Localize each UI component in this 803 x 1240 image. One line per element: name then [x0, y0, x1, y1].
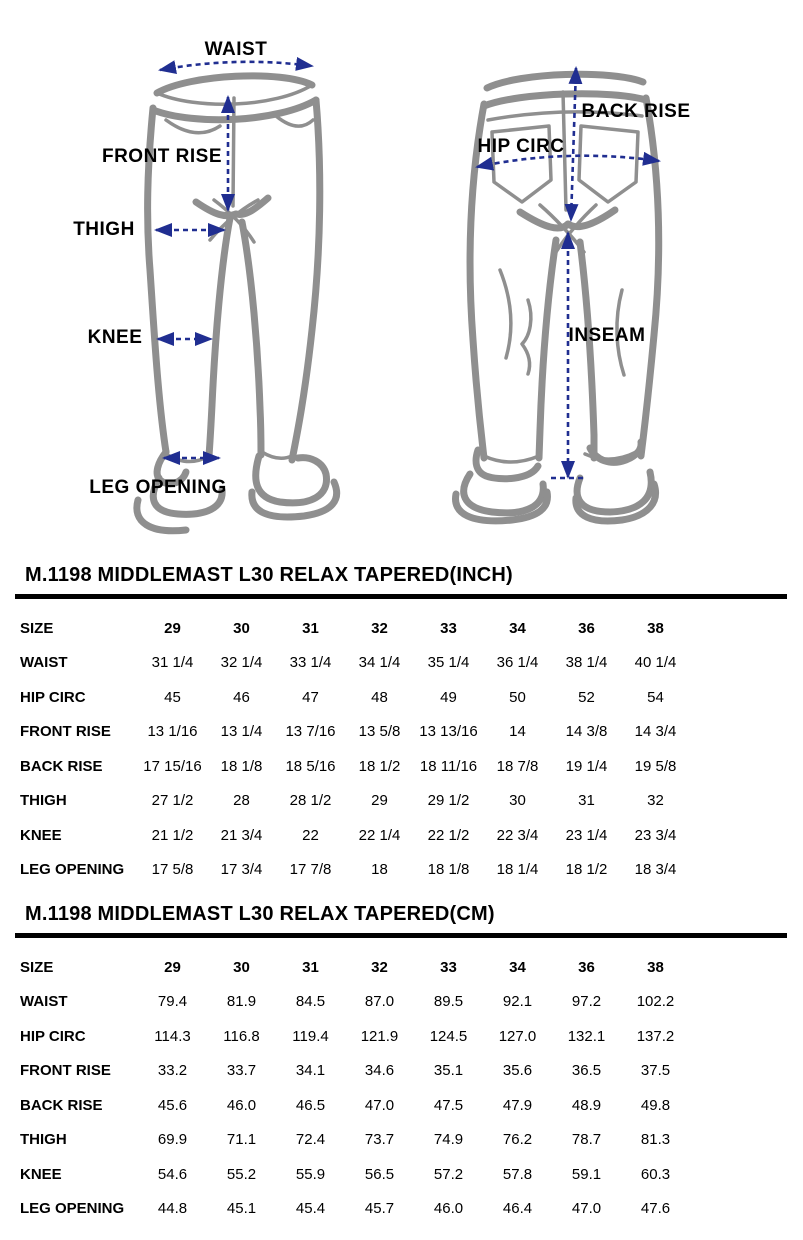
measurement-row: [20, 985, 690, 1020]
measurement-row: [20, 1192, 690, 1227]
cm-table-section: [0, 903, 803, 1226]
measurement-value: 18 3/4: [634, 861, 677, 879]
measurement-value: 13 1/4: [220, 723, 263, 741]
measurement-value: 72.4: [295, 1131, 326, 1149]
measurement-row-label: HIP CIRC: [20, 1027, 86, 1045]
measurement-row: [20, 1088, 690, 1123]
measurement-value: 17 15/16: [143, 757, 202, 775]
measurement-value: 97.2: [571, 993, 602, 1011]
measurement-value: 33.2: [157, 1062, 188, 1080]
measurement-value: 46.5: [295, 1096, 326, 1114]
measurement-value: 81.9: [226, 993, 257, 1011]
measurement-value: 14 3/8: [565, 723, 608, 741]
measurement-value: 18 1/2: [565, 861, 608, 879]
measurement-value: 46.4: [502, 1200, 533, 1218]
knee-label: KNEE: [87, 327, 143, 348]
measurement-value: 45: [164, 688, 181, 706]
measurement-value: 35.6: [502, 1062, 533, 1080]
size-row-label: SIZE: [20, 619, 54, 637]
measurement-row-label: KNEE: [20, 826, 62, 844]
measurement-value: 29: [371, 792, 388, 810]
measurement-value: 27 1/2: [151, 792, 194, 810]
measurement-value: 50: [509, 688, 526, 706]
measurement-row-label: LEG OPENING: [20, 861, 125, 879]
measurement-value: 22 1/2: [427, 826, 470, 844]
size-column-header: 33: [440, 958, 457, 976]
measurement-value: 35.1: [433, 1062, 464, 1080]
measurement-row: [20, 1019, 690, 1054]
measurement-row-label: HIP CIRC: [20, 688, 86, 706]
hip-circ-label: HIP CIRC: [477, 136, 565, 157]
cm-table-title: M.1198 MIDDLEMAST L30 RELAX TAPERED(CM): [25, 903, 495, 925]
measurement-value: 23 1/4: [565, 826, 608, 844]
size-column-header: 36: [578, 619, 595, 637]
measurement-row: [20, 646, 690, 681]
measurement-value: 18 11/16: [419, 757, 478, 775]
measurement-value: 54.6: [157, 1165, 188, 1183]
measurement-value: 79.4: [157, 993, 188, 1011]
measurement-value: 45.1: [226, 1200, 257, 1218]
measurement-row-label: THIGH: [20, 792, 67, 810]
measurement-value: 55.9: [295, 1165, 326, 1183]
measurement-value: 119.4: [292, 1027, 329, 1045]
measurement-row: [20, 1157, 690, 1192]
measurement-value: 124.5: [429, 1027, 468, 1045]
measurement-value: 49: [440, 688, 457, 706]
measurement-value: 32: [647, 792, 664, 810]
measurement-value: 18: [371, 861, 388, 879]
size-column-header: 38: [647, 619, 664, 637]
measurement-value: 78.7: [571, 1131, 602, 1149]
measurement-row: [20, 749, 690, 784]
measurement-value: 31: [578, 792, 595, 810]
measurement-row: [20, 680, 690, 715]
waist-label: WAIST: [204, 39, 268, 60]
size-column-header: 36: [578, 958, 595, 976]
measurement-value: 30: [509, 792, 526, 810]
measurement-row: [20, 715, 690, 750]
measurement-row-label: WAIST: [20, 654, 68, 672]
measurement-value: 19 5/8: [634, 757, 677, 775]
measurement-value: 35 1/4: [427, 654, 470, 672]
thigh-label: THIGH: [73, 219, 135, 240]
inch-table-section: [0, 564, 803, 887]
size-column-header: 33: [440, 619, 457, 637]
size-header-row: [20, 611, 690, 646]
measurement-value: 22: [302, 826, 319, 844]
measurement-value: 36 1/4: [496, 654, 539, 672]
size-column-header: 30: [233, 958, 250, 976]
pants-diagram-svg: [0, 0, 803, 552]
measurement-row-label: WAIST: [20, 993, 68, 1011]
size-column-header: 30: [233, 619, 250, 637]
measurement-value: 57.8: [502, 1165, 533, 1183]
measurement-value: 33 1/4: [289, 654, 332, 672]
measurement-value: 89.5: [433, 993, 464, 1011]
measurement-value: 21 1/2: [151, 826, 194, 844]
measurement-value: 54: [647, 688, 664, 706]
front-rise-label: FRONT RISE: [101, 146, 223, 167]
measurement-value: 23 3/4: [634, 826, 677, 844]
measurement-row: [20, 784, 690, 819]
measurement-value: 38 1/4: [565, 654, 608, 672]
cm-title-rule: [15, 933, 787, 938]
measurement-value: 18 1/4: [496, 861, 539, 879]
measurement-value: 32 1/4: [220, 654, 263, 672]
measurement-value: 137.2: [636, 1027, 675, 1045]
measurement-value: 18 7/8: [496, 757, 539, 775]
measurement-value: 17 7/8: [289, 861, 332, 879]
measurement-value: 102.2: [636, 993, 675, 1011]
measurement-value: 74.9: [433, 1131, 464, 1149]
size-column-header: 31: [302, 958, 319, 976]
measurement-row-label: FRONT RISE: [20, 1062, 111, 1080]
measurement-row: [20, 818, 690, 853]
size-column-header: 29: [164, 958, 181, 976]
measurement-value: 127.0: [498, 1027, 537, 1045]
measurement-value: 59.1: [571, 1165, 602, 1183]
measurement-value: 28: [233, 792, 250, 810]
measurement-value: 19 1/4: [565, 757, 608, 775]
inseam-label: INSEAM: [568, 325, 646, 346]
measurement-value: 21 3/4: [220, 826, 263, 844]
measurement-value: 14 3/4: [634, 723, 677, 741]
measurement-value: 40 1/4: [634, 654, 677, 672]
measurement-row-label: THIGH: [20, 1131, 67, 1149]
measurement-value: 45.4: [295, 1200, 326, 1218]
measurement-value: 17 5/8: [151, 861, 194, 879]
size-column-header: 34: [509, 958, 526, 976]
measurement-value: 81.3: [640, 1131, 671, 1149]
measurement-value: 87.0: [364, 993, 395, 1011]
measurement-value: 28 1/2: [289, 792, 332, 810]
inch-table-title: M.1198 MIDDLEMAST L30 RELAX TAPERED(INCH): [25, 564, 513, 586]
measurement-value: 47.0: [571, 1200, 602, 1218]
measurement-value: 33.7: [226, 1062, 257, 1080]
measurement-row-label: KNEE: [20, 1165, 62, 1183]
size-row-label: SIZE: [20, 958, 54, 976]
measurement-value: 49.8: [640, 1096, 671, 1114]
measurement-row: [20, 1054, 690, 1089]
size-column-header: 31: [302, 619, 319, 637]
measurement-value: 18 5/16: [285, 757, 336, 775]
measurement-value: 14: [509, 723, 526, 741]
measurement-value: 114.3: [154, 1027, 191, 1045]
measurement-value: 48: [371, 688, 388, 706]
measurement-value: 18 1/8: [220, 757, 263, 775]
measurement-value: 45.6: [157, 1096, 188, 1114]
measurement-value: 46.0: [433, 1200, 464, 1218]
size-column-header: 38: [647, 958, 664, 976]
inch-title-rule: [15, 594, 787, 599]
measurement-value: 17 3/4: [220, 861, 263, 879]
measurement-value: 13 7/16: [285, 723, 336, 741]
measurement-value: 92.1: [502, 993, 533, 1011]
front-view-pants-drawing: [137, 76, 337, 531]
measurement-value: 57.2: [433, 1165, 464, 1183]
measurement-value: 22 3/4: [496, 826, 539, 844]
inch-size-table: [20, 611, 690, 887]
measurement-value: 71.1: [226, 1131, 257, 1149]
measurement-value: 34.6: [364, 1062, 395, 1080]
measurement-value: 60.3: [640, 1165, 671, 1183]
measurement-value: 47.6: [640, 1200, 671, 1218]
measurement-value: 47.0: [364, 1096, 395, 1114]
measurement-value: 48.9: [571, 1096, 602, 1114]
measurement-value: 47.5: [433, 1096, 464, 1114]
measurement-value: 76.2: [502, 1131, 533, 1149]
measurement-value: 29 1/2: [427, 792, 470, 810]
measurement-value: 34 1/4: [358, 654, 401, 672]
measurement-value: 13 13/16: [419, 723, 478, 741]
cm-size-table: [20, 950, 690, 1226]
size-column-header: 34: [509, 619, 526, 637]
measurement-value: 47.9: [502, 1096, 533, 1114]
measurement-diagram: [0, 0, 803, 552]
measurement-value: 45.7: [364, 1200, 395, 1218]
leg-opening-label: LEG OPENING: [89, 477, 227, 498]
measurement-row: [20, 1123, 690, 1158]
measurement-row-label: LEG OPENING: [20, 1200, 125, 1218]
measurement-value: 18 1/8: [427, 861, 470, 879]
measurement-value: 34.1: [295, 1062, 326, 1080]
measurement-value: 73.7: [364, 1131, 395, 1149]
size-header-row: [20, 950, 690, 985]
measurement-value: 31 1/4: [151, 654, 194, 672]
measurement-value: 22 1/4: [358, 826, 401, 844]
measurement-value: 56.5: [364, 1165, 395, 1183]
measurement-value: 116.8: [223, 1027, 260, 1045]
measurement-value: 46: [233, 688, 250, 706]
measurement-value: 44.8: [157, 1200, 188, 1218]
size-column-header: 29: [164, 619, 181, 637]
size-column-header: 32: [371, 619, 388, 637]
measurement-value: 52: [578, 688, 595, 706]
measurement-row-label: BACK RISE: [20, 757, 103, 775]
measurement-value: 47: [302, 688, 319, 706]
measurement-value: 46.0: [226, 1096, 257, 1114]
measurement-value: 121.9: [360, 1027, 399, 1045]
measurement-value: 36.5: [571, 1062, 602, 1080]
measurement-row-label: FRONT RISE: [20, 723, 111, 741]
measurement-value: 55.2: [226, 1165, 257, 1183]
measurement-row: [20, 853, 690, 888]
measurement-value: 18 1/2: [358, 757, 401, 775]
measurement-value: 37.5: [640, 1062, 671, 1080]
measurement-value: 13 1/16: [147, 723, 198, 741]
measurement-value: 69.9: [157, 1131, 188, 1149]
measurement-value: 13 5/8: [358, 723, 401, 741]
size-column-header: 32: [371, 958, 388, 976]
measurement-value: 84.5: [295, 993, 326, 1011]
waist-arrow: [160, 62, 312, 70]
measurement-row-label: BACK RISE: [20, 1096, 103, 1114]
back-rise-label: BACK RISE: [581, 101, 691, 122]
measurement-value: 132.1: [567, 1027, 606, 1045]
